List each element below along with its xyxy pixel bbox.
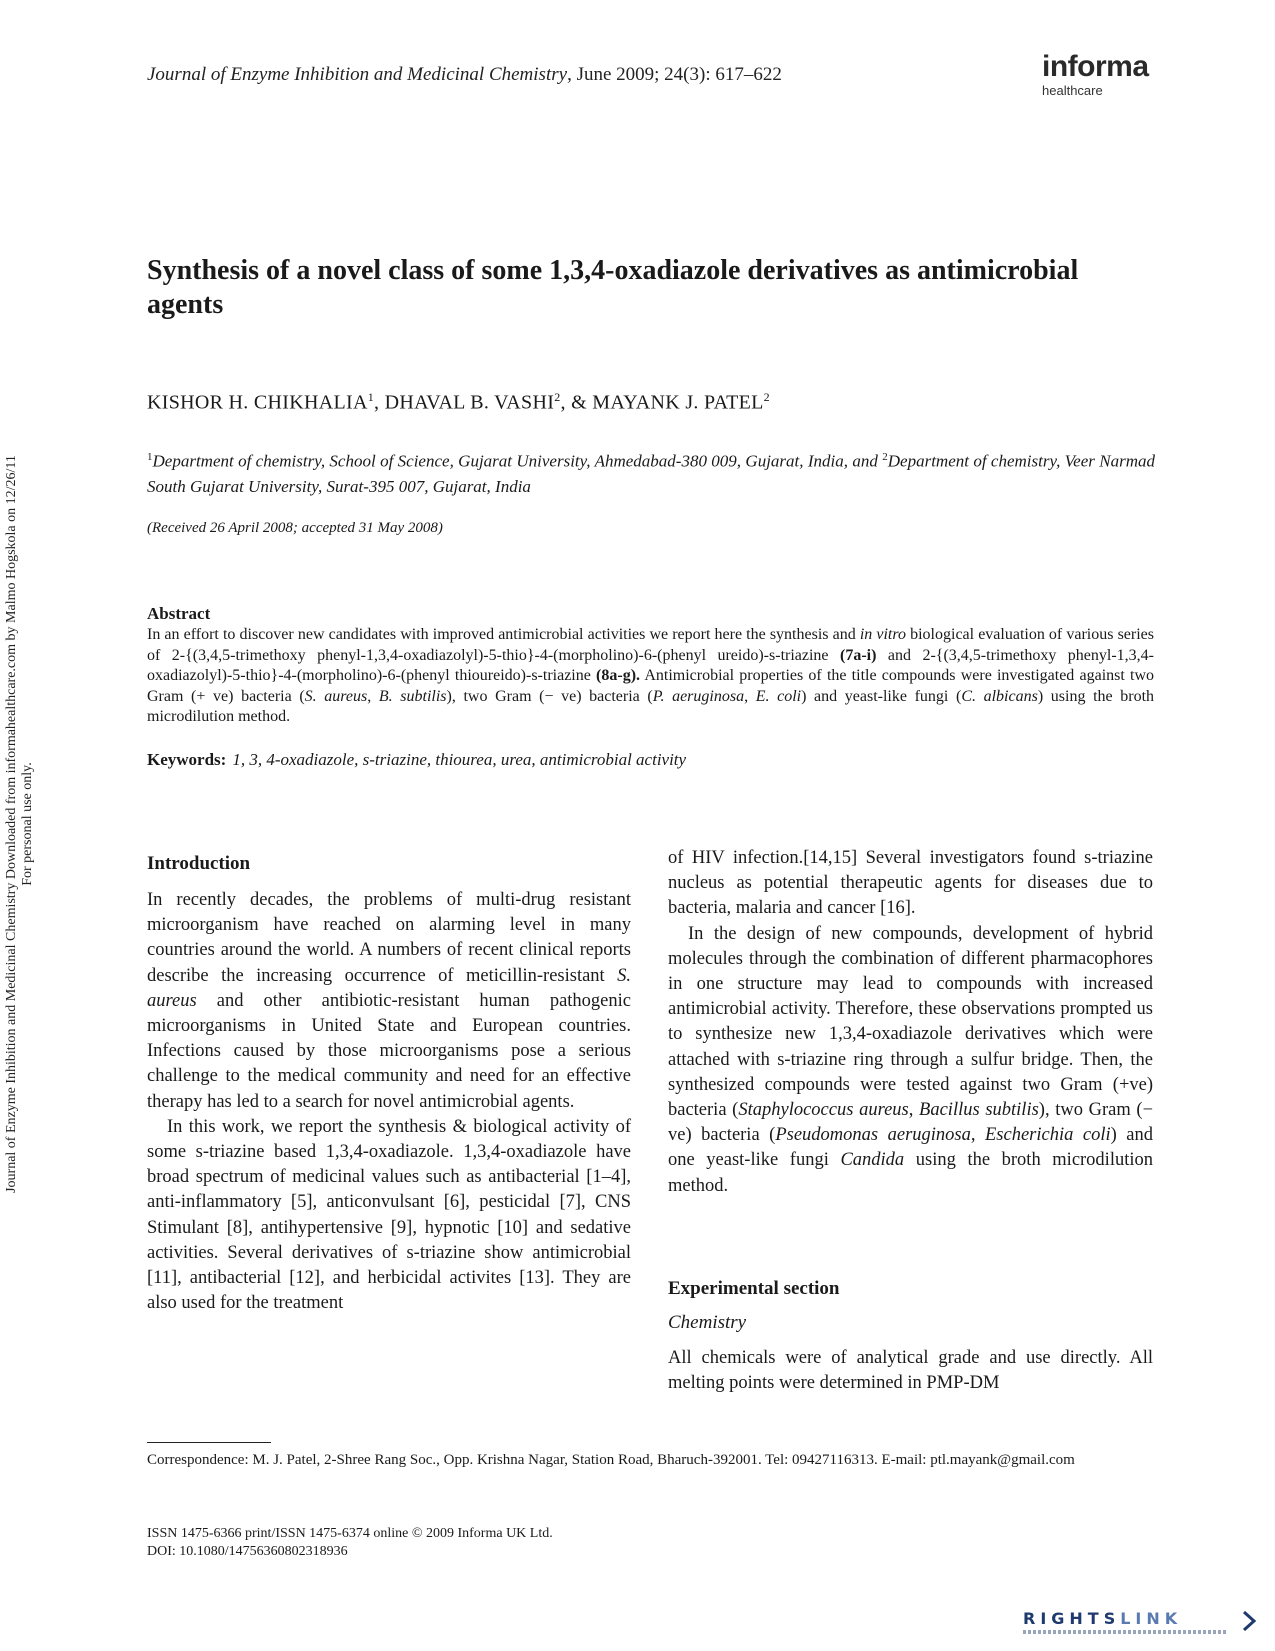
download-note-line1: Journal of Enzyme Inhibition and Medicinal Chemistry Downloaded from informahealthcare.com by Malmo Hogskola on 12/26/11	[4, 455, 19, 1193]
abstract-segment: Antimicrobial properties of the title compounds were investigated against two Gram (+ ve) bacteria (	[147, 667, 1154, 705]
paragraph-text: In recently decades, the problems of multi-drug resistant microorganism have reached on alarming level in many countries around the world. A numbers of recent clinical reports describe the increasing occurrence of meticillin-resistant	[147, 890, 631, 986]
affiliation-text: Department of chemistry, School of Science, Gujarat University, Ahmedabad-380 009, Gujarat, India, and	[152, 451, 883, 471]
author-separator: , &	[560, 391, 593, 414]
affiliation-text: Department of chemistry, Veer Narmad South Gujarat University, Surat-395 007, Gujarat, India	[147, 451, 1155, 496]
doi-line: DOI: 10.1080/14756360802318936	[147, 1544, 348, 1559]
paragraph-text: and other antibiotic-resistant human pathogenic microorganisms in United State and European countries. Infections caused by those microorganisms pose a serious challenge to the medical community and need for an effective therapy has led to a search for novel antimicrobial agents.	[147, 990, 631, 1112]
abstract-text	[147, 625, 1154, 728]
author-affiliation-marker: 2	[554, 390, 561, 404]
species-name: C. albicans	[961, 687, 1038, 705]
affiliation-marker: 2	[882, 451, 888, 463]
species-name: E. coli	[755, 687, 802, 705]
species-name: Staphylococcus aureus	[738, 1100, 909, 1121]
download-note-line2: For personal use only.	[20, 762, 35, 886]
keywords-label: Keywords:	[147, 750, 227, 769]
paragraph-text: ,	[908, 1100, 920, 1121]
logo-sub: healthcare	[1042, 83, 1103, 98]
species-name: S. aureus	[147, 965, 631, 1011]
right-column	[668, 846, 1153, 1199]
species-name: Bacillus subtilis	[919, 1100, 1039, 1121]
species-name: Escherichia coli	[985, 1125, 1111, 1146]
keywords	[147, 750, 1147, 770]
left-column	[147, 888, 631, 1316]
article-title: Synthesis of a novel class of some 1,3,4-oxadiazole derivatives as antimicrobial agents	[147, 255, 1079, 320]
paragraph-text: ) and one yeast-like fungi	[668, 1125, 1153, 1171]
paragraph-text: ,	[970, 1125, 985, 1146]
species-name: Pseudomonas aeruginosa	[775, 1125, 971, 1146]
paragraph-text: ), two Gram (− ve) bacteria (	[668, 1100, 1154, 1146]
rightslink-tagline-bar	[1023, 1630, 1228, 1634]
species-name: B. subtilis	[378, 687, 447, 705]
rightslink-logo[interactable]	[1023, 1610, 1258, 1640]
chemistry-subheading: Chemistry	[668, 1312, 747, 1333]
abstract-segment: ) using the broth microdilution method.	[147, 687, 1155, 725]
received-dates: (Received 26 April 2008; accepted 31 May 2008)	[147, 520, 443, 536]
abstract-italic: in vitro	[859, 626, 906, 643]
paragraph-text: In the design of new compounds, development of hybrid molecules through the combination of different pharmacophores in one structure may lead to compounds with increased antimicrobial activity. Therefore, these observations prompted us to synthesize new 1,3,4-oxadiazole derivatives which were attached with s-triazine ring through a sulfur bridge. Then, the synthesized compounds were tested against two Gram (+ve) bacteria (	[668, 923, 1153, 1121]
author-name: MAYANK J. PATEL	[592, 391, 764, 414]
rightslink-text: RIGHTS	[1023, 1609, 1121, 1628]
abstract-segment: ), two Gram (− ve) bacteria (	[446, 687, 653, 705]
correspondence-note: Correspondence: M. J. Patel, 2-Shree Rang Soc., Opp. Krishna Nagar, Station Road, Bharuch-392001. Tel: 09427116313. E-mail: ptl.mayank@gmail.com	[147, 1452, 1075, 1468]
keywords-value: 1, 3, 4-oxadiazole, s-triazine, thiourea, urea, antimicrobial activity	[232, 750, 687, 769]
paragraph: of HIV infection.[14,15] Several investigators found s-triazine nucleus as potential therapeutic agents for diseases due to bacteria, malaria and cancer [16].	[668, 848, 1153, 919]
logo-main: informa	[1042, 50, 1149, 83]
issn-doi	[147, 1525, 553, 1561]
experimental-paragraph: All chemicals were of analytical grade and use directly. All melting points were determined in PMP-DM	[668, 1348, 1153, 1394]
species-name: S. aureus	[304, 687, 368, 705]
abstract-segment: and 2-{(3,4,5-trimethoxy phenyl-1,3,4-oxadiazolyl)-5-thio}-4-(morpholino)-6-(phenyl thioureido)-s-triazine	[147, 646, 1154, 684]
abstract-heading: Abstract	[147, 604, 211, 623]
experimental-heading: Experimental section	[668, 1278, 840, 1299]
abstract-segment: ,	[744, 687, 756, 705]
author-affiliation-marker: 1	[367, 390, 375, 404]
compound-series-label: (7a-i)	[840, 646, 877, 664]
author-affiliation-marker: 2	[763, 390, 770, 404]
author-separator: ,	[374, 391, 385, 414]
abstract-segment: ) and yeast-like fungi (	[801, 687, 962, 705]
paragraph-text: using the broth microdilution method.	[668, 1150, 1153, 1196]
species-name: Candida	[840, 1150, 905, 1171]
download-watermark	[4, 384, 36, 1264]
journal-issue: , June 2009; 24(3): 617–622	[567, 64, 782, 85]
affiliations	[147, 445, 1155, 499]
journal-citation	[147, 64, 782, 86]
paragraph	[668, 922, 1153, 1199]
rightslink-text: LINK	[1120, 1609, 1183, 1628]
journal-name: Journal of Enzyme Inhibition and Medicinal Chemistry	[147, 64, 568, 85]
paragraph	[147, 888, 631, 1115]
abstract-segment: ,	[367, 687, 379, 705]
introduction-heading: Introduction	[147, 853, 251, 874]
author-name: DHAVAL B. VASHI	[384, 391, 555, 414]
author-list	[147, 390, 770, 415]
issn-line: ISSN 1475-6366 print/ISSN 1475-6374 online © 2009 Informa UK Ltd.	[147, 1526, 553, 1541]
abstract-segment: biological evaluation of various series of 2-{(3,4,5-trimethoxy phenyl-1,3,4-oxadiazolyl)-5-thio}-4-(morpholino)-6-(phenyl ureido)-s-triazine	[147, 626, 1155, 664]
species-name: P. aeruginosa	[652, 687, 745, 705]
paragraph: In this work, we report the synthesis & biological activity of some s-triazine based 1,3,4-oxadiazole. 1,3,4-oxadiazole have broad spectrum of medicinal values such as antibacterial [1–4], anti-inflammatory [5], anticonvulsant [6], pesticidal [7], CNS Stimulant [8], antihypertensive [9], hypnotic [10] and sedative activities. Several derivatives of s-triazine show antimicrobial [11], antibacterial [12], and herbicidal activites [13]. They are also used for the treatment	[147, 1116, 631, 1314]
publisher-logo	[1042, 52, 1162, 98]
affiliation-marker: 1	[147, 451, 153, 463]
rightslink-wordmark	[1023, 1610, 1258, 1628]
footnote-rule	[147, 1442, 271, 1443]
compound-series-label: (8a-g).	[596, 667, 641, 684]
rightslink-arrow-icon	[1238, 1610, 1260, 1632]
abstract-segment: In an effort to discover new candidates with improved antimicrobial activities we report here the synthesis and	[147, 626, 860, 643]
author-name: KISHOR H. CHIKHALIA	[147, 391, 368, 414]
